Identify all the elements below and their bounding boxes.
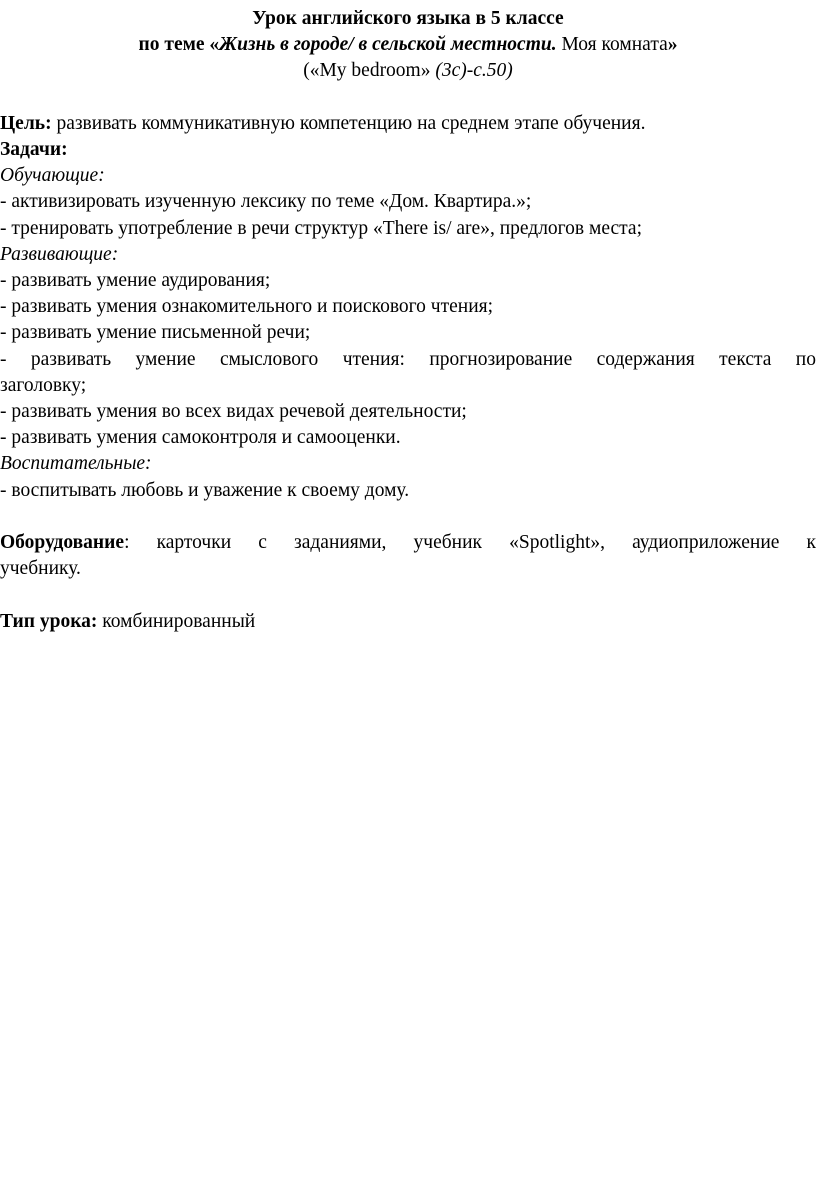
goal-text: развивать коммуникативную компетенцию на среднем этапе обучения.	[51, 112, 646, 134]
list-item: - развивать умения ознакомительного и поискового чтения;	[0, 296, 494, 318]
list-item-long-continuation: заголовку;	[0, 374, 87, 396]
title-topic: Жизнь в городе/ в сельской местности.	[219, 34, 557, 56]
spacer	[0, 85, 816, 111]
goal-line	[0, 111, 816, 137]
document-page	[0, 6, 816, 635]
title-line-2	[0, 32, 816, 58]
developing-heading: Развивающие:	[0, 243, 119, 265]
equipment-continuation: учебнику.	[0, 558, 81, 580]
list-item: - развивать умения самоконтроля и самооценки.	[0, 427, 401, 449]
tasks-label: Задачи:	[0, 139, 68, 160]
lesson-title	[0, 6, 816, 85]
list-item: - воспитывать любовь и уважение к своему дому.	[0, 479, 410, 501]
list-item: - активизировать изученную лексику по теме «Дом. Квартира.»;	[0, 191, 532, 213]
spacer	[0, 582, 816, 608]
title-line-1: Урок английского языка в 5 классе	[252, 8, 564, 29]
equipment-label: Оборудование	[0, 532, 125, 554]
equipment-text: : карточки с заданиями, учебник «Spotlight», аудиоприложение к	[124, 532, 816, 554]
list-item: - развивать умения во всех видах речевой деятельности;	[0, 401, 467, 423]
title-line-2-suffix: »	[667, 34, 678, 56]
spacer	[0, 504, 816, 530]
title-english-topic: («My bedroom»	[303, 60, 436, 82]
goal-label: Цель:	[0, 112, 52, 134]
title-room: Моя комната	[556, 34, 668, 56]
equipment-line	[0, 530, 816, 556]
lesson-type-line	[0, 609, 816, 635]
title-page-ref: (3c)-c.50)	[435, 60, 513, 82]
upbringing-heading: Воспитательные:	[0, 453, 152, 475]
list-item: - развивать умение аудирования;	[0, 270, 271, 292]
educational-heading: Обучающие:	[0, 165, 105, 187]
lesson-type-label: Тип урока:	[0, 610, 98, 632]
title-line-2-prefix: по теме «	[138, 34, 220, 56]
list-item-long: - развивать умение смыслового чтения: прогнозирование содержания текста по	[0, 348, 816, 370]
list-item: - развивать умение письменной речи;	[0, 322, 311, 344]
lesson-type-text: комбинированный	[97, 610, 256, 632]
title-line-3	[0, 58, 816, 84]
list-item: - тренировать употребление в речи структур «There is/ are», предлогов места;	[0, 217, 642, 239]
